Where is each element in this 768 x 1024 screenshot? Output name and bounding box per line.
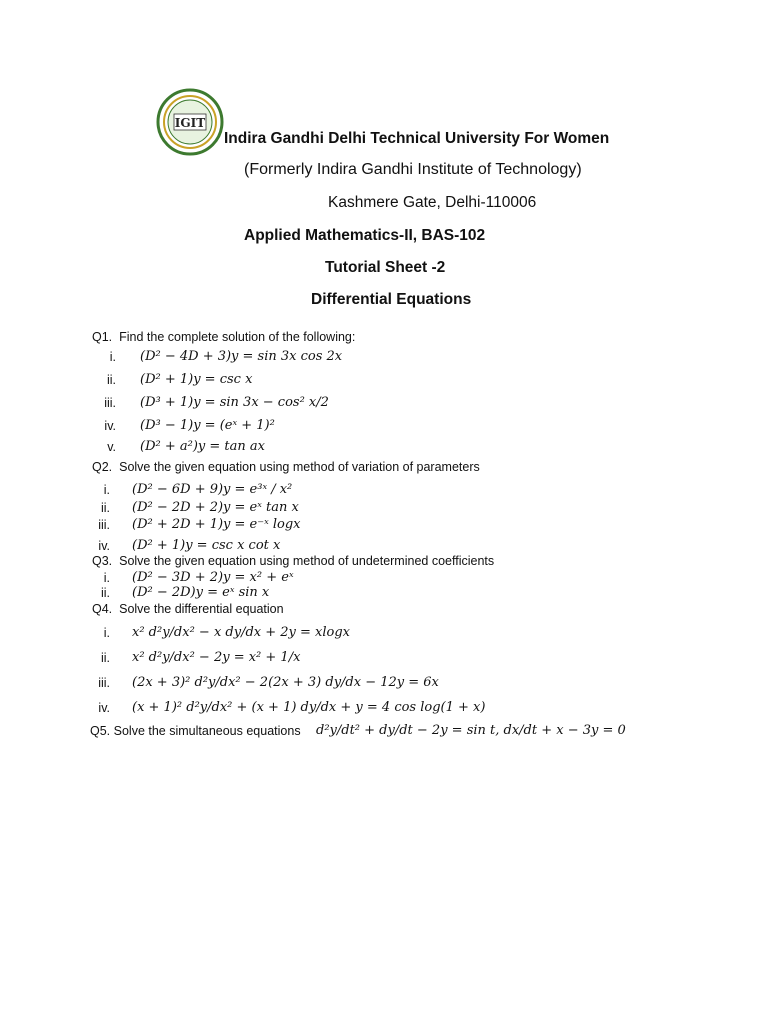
address: Kashmere Gate, Delhi-110006 (328, 194, 537, 211)
question-4: Q4. Solve the differential equation (92, 602, 284, 616)
sheet-title: Tutorial Sheet -2 (325, 259, 446, 276)
q4-item-number: iv. (98, 701, 110, 715)
q3-item-number: i. (103, 571, 110, 585)
q4-equation: x² d²y/dx² − 2y = x² + 1/x (132, 650, 301, 665)
q4-equation: x² d²y/dx² − x dy/dx + 2y = xlogx (132, 625, 351, 640)
q3-equation: (D² − 3D + 2)y = x² + eˣ (132, 570, 294, 585)
q1-item-number: iii. (104, 396, 116, 410)
q1-equation: (D³ − 1)y = (eˣ + 1)² (140, 418, 275, 433)
university-logo (156, 88, 224, 156)
q4-equation: (2x + 3)² d²y/dx² − 2(2x + 3) dy/dx − 12y = 6x (132, 675, 439, 690)
former-name: (Formerly Indira Gandhi Institute of Technology) (244, 161, 582, 178)
q2-equation: (D² − 6D + 9)y = e³ˣ / x² (132, 482, 293, 497)
q2-equation: (D² − 2D + 2)y = eˣ tan x (132, 500, 299, 515)
q2-item-number: iv. (98, 539, 110, 553)
question-5: Q5. Solve the simultaneous equations (90, 724, 301, 738)
q1-equation: (D² + 1)y = csc x (140, 372, 253, 387)
q3-item-number: ii. (100, 586, 110, 600)
q4-item-number: i. (103, 626, 110, 640)
q5-equations: d²y/dt² + dy/dt − 2y = sin t, dx/dt + x − 3y = 0 (316, 723, 626, 738)
q1-item-number: i. (109, 350, 116, 364)
q2-item-number: ii. (100, 501, 110, 515)
q2-equation: (D² + 1)y = csc x cot x (132, 538, 281, 553)
q1-item-number: iv. (104, 419, 116, 433)
q2-item-number: i. (103, 483, 110, 497)
question-3: Q3. Solve the given equation using method of undetermined coefficients (92, 554, 495, 568)
question-1: Q1. Find the complete solution of the following: (92, 330, 356, 344)
question-2: Q2. Solve the given equation using method of variation of parameters (92, 460, 480, 474)
q3-equation: (D² − 2D)y = eˣ sin x (132, 585, 270, 600)
q4-item-number: iii. (98, 676, 110, 690)
q1-equation: (D² + a²)y = tan ax (140, 439, 265, 454)
q1-item-number: ii. (106, 373, 116, 387)
svg-text:IGIT: IGIT (174, 116, 206, 130)
q1-item-number: v. (107, 440, 116, 454)
q4-item-number: ii. (100, 651, 110, 665)
q1-equation: (D² − 4D + 3)y = sin 3x cos 2x (140, 349, 343, 364)
course-title: Applied Mathematics-II, BAS-102 (244, 227, 486, 244)
q1-equation: (D³ + 1)y = sin 3x − cos² x/2 (140, 395, 329, 410)
university-name: Indira Gandhi Delhi Technical University For Women (224, 130, 610, 147)
q2-item-number: iii. (98, 518, 110, 532)
q4-equation: (x + 1)² d²y/dx² + (x + 1) dy/dx + y = 4 cos log(1 + x) (132, 700, 486, 715)
q2-equation: (D² + 2D + 1)y = e⁻ˣ logx (132, 517, 301, 532)
topic-title: Differential Equations (311, 291, 472, 308)
